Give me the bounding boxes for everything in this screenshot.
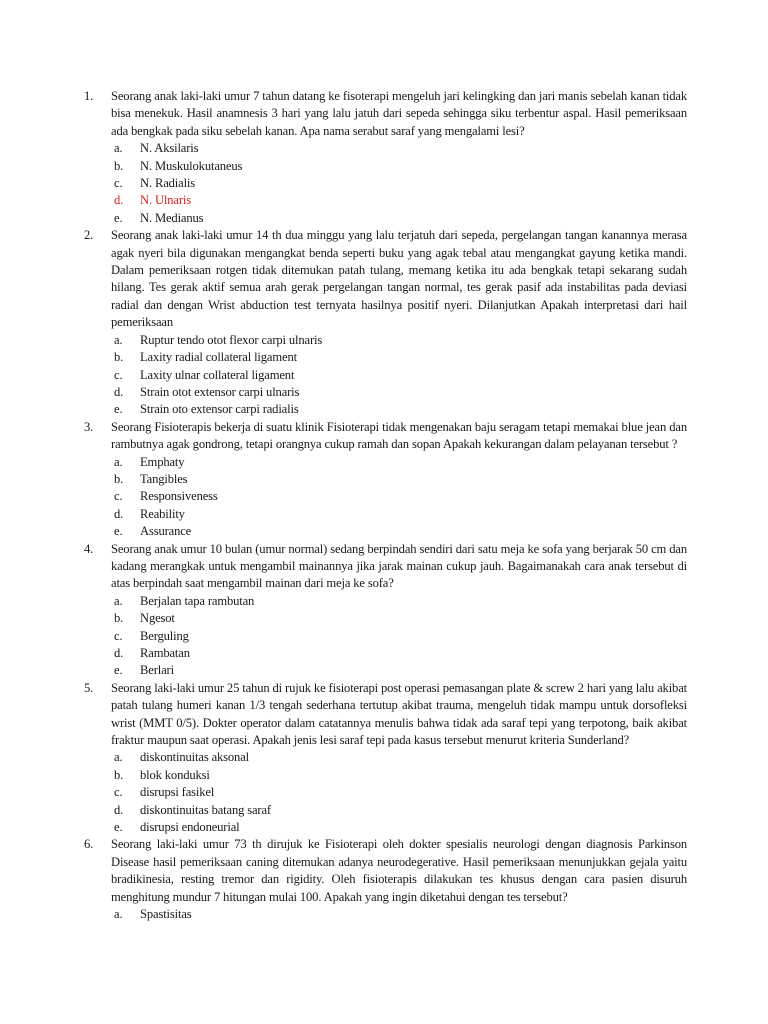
question-body bbox=[111, 88, 687, 227]
question-body bbox=[111, 419, 687, 541]
question-item bbox=[84, 419, 687, 541]
option-text: N. Medianus bbox=[140, 210, 204, 225]
option-letter: d. bbox=[114, 646, 124, 660]
answer-option bbox=[111, 384, 687, 401]
option-text: Emphaty bbox=[140, 454, 185, 469]
option-letter: b. bbox=[114, 611, 124, 626]
option-text: Berguling bbox=[140, 628, 189, 643]
option-text: diskontinuitas aksonal bbox=[140, 750, 249, 765]
answer-option bbox=[111, 906, 687, 923]
option-text: Berjalan tapa rambutan bbox=[140, 593, 255, 608]
answer-option bbox=[111, 332, 687, 349]
question-number: 6. bbox=[84, 837, 94, 852]
answer-option bbox=[111, 488, 687, 505]
option-text: N. Aksilaris bbox=[140, 141, 199, 156]
option-letter: a. bbox=[114, 593, 123, 608]
option-text: Responsiveness bbox=[140, 489, 218, 504]
option-text: Laxity radial collateral ligament bbox=[140, 350, 297, 365]
question-stem: Seorang anak umur 10 bulan (umur normal) sedang berpindah sendiri dari satu meja ke sofa yang berjarak 50 cm dan kadang merangkak untuk mengambil mainannya jika jarak mainan cukup jauh. Bagaimanakah cara anak tersebut di atas berpindah saat mengambil mainan dari meja ke sofa? bbox=[111, 541, 687, 591]
question-number: 3. bbox=[84, 419, 94, 434]
question-number: 4. bbox=[84, 541, 94, 556]
answer-option bbox=[111, 784, 687, 801]
option-text: N. Muskulokutaneus bbox=[140, 158, 243, 173]
answer-option bbox=[111, 349, 687, 366]
option-letter: d. bbox=[114, 506, 124, 521]
question-item bbox=[84, 836, 687, 923]
answer-option-highlighted bbox=[111, 192, 687, 209]
answer-option bbox=[111, 175, 687, 192]
option-text: Spastisitas bbox=[140, 907, 192, 922]
option-letter: c. bbox=[114, 367, 123, 382]
answer-option bbox=[111, 593, 687, 610]
answer-option bbox=[111, 506, 687, 523]
option-text: Ruptur tendo otot flexor carpi ulnaris bbox=[140, 332, 323, 347]
question-item bbox=[84, 227, 687, 418]
question-stem: Seorang Fisioterapis bekerja di suatu klinik Fisioterapi tidak mengenakan baju seragam tetapi memakai blue jean dan rambutnya agak gondrong, tetapi orangnya cukup ramah dan sopan Apakah kekurangan dalam pelayanan tersebut ? bbox=[111, 419, 687, 452]
answer-option bbox=[111, 471, 687, 488]
answer-option bbox=[111, 454, 687, 471]
answer-option bbox=[111, 749, 687, 766]
option-letter: c. bbox=[114, 489, 123, 504]
answer-option bbox=[111, 767, 687, 784]
question-number: 2. bbox=[84, 228, 94, 243]
question-number: 5. bbox=[84, 680, 94, 695]
option-text: N. Ulnaris bbox=[140, 193, 191, 208]
option-text: Strain otot extensor carpi ulnaris bbox=[140, 384, 300, 399]
option-letter: a. bbox=[114, 141, 123, 156]
question-stem: Seorang anak laki-laki umur 14 th dua minggu yang lalu terjatuh dari sepeda, pergelangan tangan kanannya merasa agak nyeri bila digunakan mengangkat benda seperti buku yang agak tebal atau mengangkat gayung ketika mandi. Dalam pemeriksaan rotgen tidak ditemukan patah tulang, memang ketika itu ada bengkak tetapi sekarang sudah hilang. Tes gerak aktif semua arah gerak pergelangan tangan normal, tes gerak pasif ada instabilitas pada deviasi radial dan dengan Wrist abduction test ternyata hasilnya positif nyeri. Dilanjutkan Apakah interpretasi dari hail pemeriksaan bbox=[111, 228, 687, 330]
question-stem: Seorang laki-laki umur 25 tahun di rujuk ke fisioterapi post operasi pemasangan plate & screw 2 hari yang lalu akibat patah tulang humeri kanan 1/3 tengah sederhana tertutup akibat trauma, mengeluh tidak mampu untuk dorsofleksi wrist (MMT 0/5). Dokter operator dalam catatannya menulis bahwa tidak ada saraf tepi yang terpotong, baik akibat fraktur maupun saat operasi. Apakah jenis lesi saraf tepi pada kasus tersebut menurut kriteria Sunderland? bbox=[111, 680, 687, 748]
option-letter: e. bbox=[114, 820, 123, 835]
option-letter: d. bbox=[114, 193, 124, 208]
answer-option bbox=[111, 158, 687, 175]
question-number: 1. bbox=[84, 89, 94, 103]
question-body bbox=[111, 541, 687, 680]
answer-option bbox=[111, 523, 687, 540]
option-text: blok konduksi bbox=[140, 767, 210, 782]
answer-option bbox=[111, 802, 687, 819]
answer-option bbox=[111, 662, 687, 679]
answer-option bbox=[111, 401, 687, 418]
option-text: disrupsi endoneurial bbox=[140, 820, 240, 835]
option-letter: d. bbox=[114, 802, 124, 817]
option-text: diskontinuitas batang saraf bbox=[140, 802, 271, 817]
option-letter: e. bbox=[114, 663, 123, 678]
option-letter: a. bbox=[114, 750, 123, 765]
option-text: Berlari bbox=[140, 663, 174, 678]
option-letter: c. bbox=[114, 628, 123, 643]
option-letter: e. bbox=[114, 402, 123, 417]
option-text: Strain oto extensor carpi radialis bbox=[140, 402, 299, 417]
question-item bbox=[84, 88, 687, 227]
option-letter: c. bbox=[114, 176, 123, 191]
option-letter: c. bbox=[114, 785, 123, 800]
option-text: Reability bbox=[140, 506, 185, 521]
option-text: N. Radialis bbox=[140, 176, 196, 191]
option-letter: b. bbox=[114, 767, 124, 782]
option-text: Laxity ulnar collateral ligament bbox=[140, 367, 295, 382]
option-letter: e. bbox=[114, 210, 123, 225]
option-text: Rambatan bbox=[140, 646, 190, 660]
question-list bbox=[84, 88, 687, 924]
question-body bbox=[111, 680, 687, 837]
option-text: Assurance bbox=[140, 524, 192, 539]
option-letter: d. bbox=[114, 384, 124, 399]
answer-option bbox=[111, 645, 687, 662]
option-letter: a. bbox=[114, 907, 123, 922]
option-letter: e. bbox=[114, 524, 123, 539]
option-letter: b. bbox=[114, 158, 124, 173]
question-body bbox=[111, 836, 687, 923]
answer-option bbox=[111, 210, 687, 227]
option-text: Tangibles bbox=[140, 471, 188, 486]
question-item bbox=[84, 541, 687, 680]
answer-option bbox=[111, 610, 687, 627]
option-text: disrupsi fasikel bbox=[140, 785, 215, 800]
option-letter: b. bbox=[114, 350, 124, 365]
answer-option bbox=[111, 628, 687, 645]
answer-option bbox=[111, 367, 687, 384]
answer-option bbox=[111, 819, 687, 836]
option-text: Ngesot bbox=[140, 611, 175, 626]
question-stem: Seorang anak laki-laki umur 7 tahun datang ke fisoterapi mengeluh jari kelingking dan jari manis sebelah kanan tidak bisa menekuk. Hasil anamnesis 3 hari yang lalu jatuh dari sepeda sehingga siku terbentur aspal. Hasil pemeriksaan ada bengkak pada siku sebelah kanan. Apa nama serabut saraf yang mengalami lesi? bbox=[111, 89, 687, 138]
question-body bbox=[111, 227, 687, 418]
question-item bbox=[84, 680, 687, 837]
option-letter: a. bbox=[114, 332, 123, 347]
answer-option bbox=[111, 140, 687, 157]
option-letter: b. bbox=[114, 471, 124, 486]
question-stem: Seorang laki-laki umur 73 th dirujuk ke Fisioterapi oleh dokter spesialis neurologi dengan diagnosis Parkinson Disease hasil pemeriksaan caning ditemukan adanya neurodegerative. Hasil pemeriksaan menunjukkan gejala yaitu bradikinesia, resting tremor dan rigidity. Oleh fisioterapis dilakukan tes khusus dengan cara pasien disuruh menghitung mundur 7 hitungan mulai 100. Apakah yang ingin diketahui dengan tes tersebut? bbox=[111, 837, 687, 904]
option-letter: a. bbox=[114, 454, 123, 469]
